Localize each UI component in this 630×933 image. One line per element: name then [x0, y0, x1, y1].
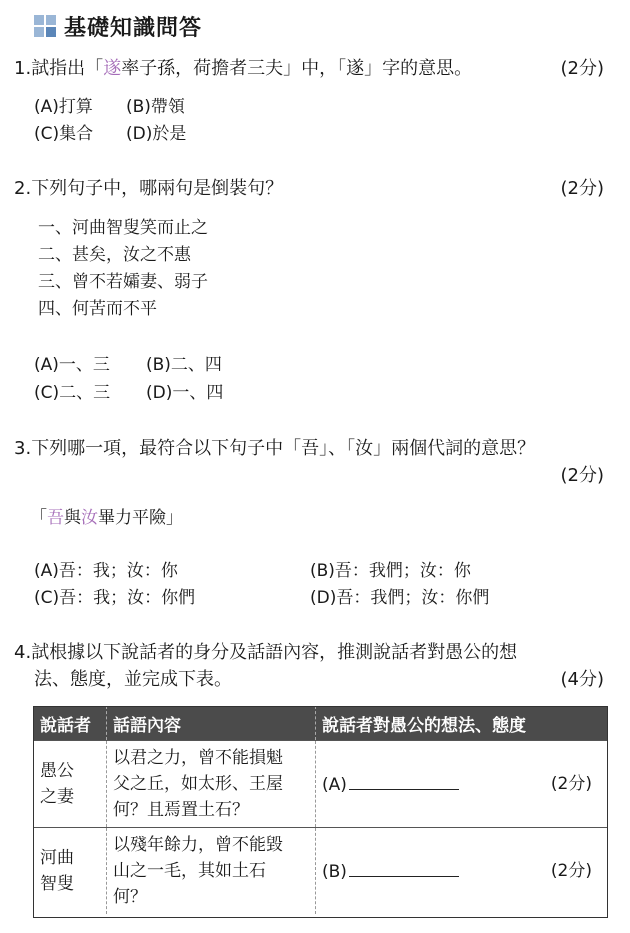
- highlighted-word: 遂: [103, 58, 122, 79]
- answer-blank-b[interactable]: [349, 858, 459, 877]
- header-content: 話語內容: [107, 706, 316, 741]
- section-title: 基礎知識問答: [64, 14, 203, 41]
- question-1: 1.試指出「遂率子孫，荷擔者三夫」中，「遂」字的意思。 (2分): [14, 56, 604, 82]
- marks: (4分): [560, 669, 604, 690]
- question-4-line-2: 法、態度，並完成下表。 (4分): [34, 667, 604, 693]
- table-row: [34, 828, 608, 915]
- q2-sentence-4: 四、何苦而不平: [38, 299, 157, 319]
- answer-blank-a[interactable]: [349, 771, 459, 790]
- header-attitude: 說話者對愚公的想法、態度: [316, 706, 609, 741]
- answer-label: (A): [322, 774, 347, 795]
- answer-label: (B): [322, 861, 347, 882]
- q3-option-b: (B)吾：我們；汝：你: [310, 561, 471, 581]
- content-cell: 以君之力，曾不能損魁 父之丘，如太形、王屋 何？且焉置土石？: [107, 741, 316, 828]
- header-speaker: 說話者: [34, 706, 107, 741]
- q3-option-a: (A)吾：我；汝：你: [34, 561, 178, 581]
- question-4: 4.試根據以下說話者的身分及話語內容，推測說話者對愚公的想: [14, 642, 518, 663]
- question-number: 2.: [14, 178, 32, 199]
- table-row: [34, 741, 608, 828]
- question-2: 2.下列句子中，哪兩句是倒裝句？ (2分): [14, 176, 604, 202]
- grid-squares-icon: [34, 15, 56, 37]
- question-3: 3.下列哪一項，最符合以下句子中「吾」、「汝」兩個代詞的意思？: [14, 438, 536, 459]
- q3-quote: 「吾與汝畢力平險」: [30, 508, 183, 528]
- marks: (2分): [560, 178, 604, 199]
- marks: (2分): [550, 774, 592, 794]
- q2-option-b: (B)二、四: [146, 355, 222, 375]
- q3-option-c: (C)吾：我；汝：你們: [34, 588, 196, 608]
- q2-option-a: (A)一、三: [34, 355, 110, 375]
- q2-option-d: (D)一、四: [146, 383, 224, 403]
- q2-sentence-2: 二、甚矣，汝之不惠: [38, 245, 191, 265]
- highlighted-word: 吾: [47, 508, 64, 528]
- speaker-cell: 河曲 智叟: [34, 828, 107, 915]
- answer-cell: [316, 741, 609, 828]
- marks: (2分): [550, 861, 592, 881]
- q1-option-a: (A)打算: [34, 97, 93, 117]
- q1-option-b: (B)帶領: [126, 97, 185, 117]
- q3-option-d: (D)吾：我們；汝：你們: [310, 588, 490, 608]
- section-header: [34, 12, 202, 40]
- q1-option-c: (C)集合: [34, 124, 94, 144]
- q2-sentence-1: 一、河曲智叟笑而止之: [38, 218, 208, 238]
- question-number: 3.: [14, 438, 32, 459]
- speaker-cell: 愚公 之妻: [34, 741, 107, 828]
- q1-option-d: (D)於是: [126, 124, 187, 144]
- marks: (2分): [560, 465, 604, 486]
- highlighted-word: 汝: [81, 508, 98, 528]
- question-number: 1.: [14, 58, 32, 79]
- table-header-row: [34, 706, 608, 741]
- q2-option-c: (C)二、三: [34, 383, 111, 403]
- q2-sentence-3: 三、曾不若孀妻、弱子: [38, 272, 208, 292]
- answer-cell: [316, 828, 609, 915]
- content-cell: 以殘年餘力，曾不能毀 山之一毛，其如土石 何？: [107, 828, 316, 915]
- question-number: 4.: [14, 642, 32, 663]
- marks: (2分): [560, 58, 604, 79]
- answer-table: [34, 706, 608, 914]
